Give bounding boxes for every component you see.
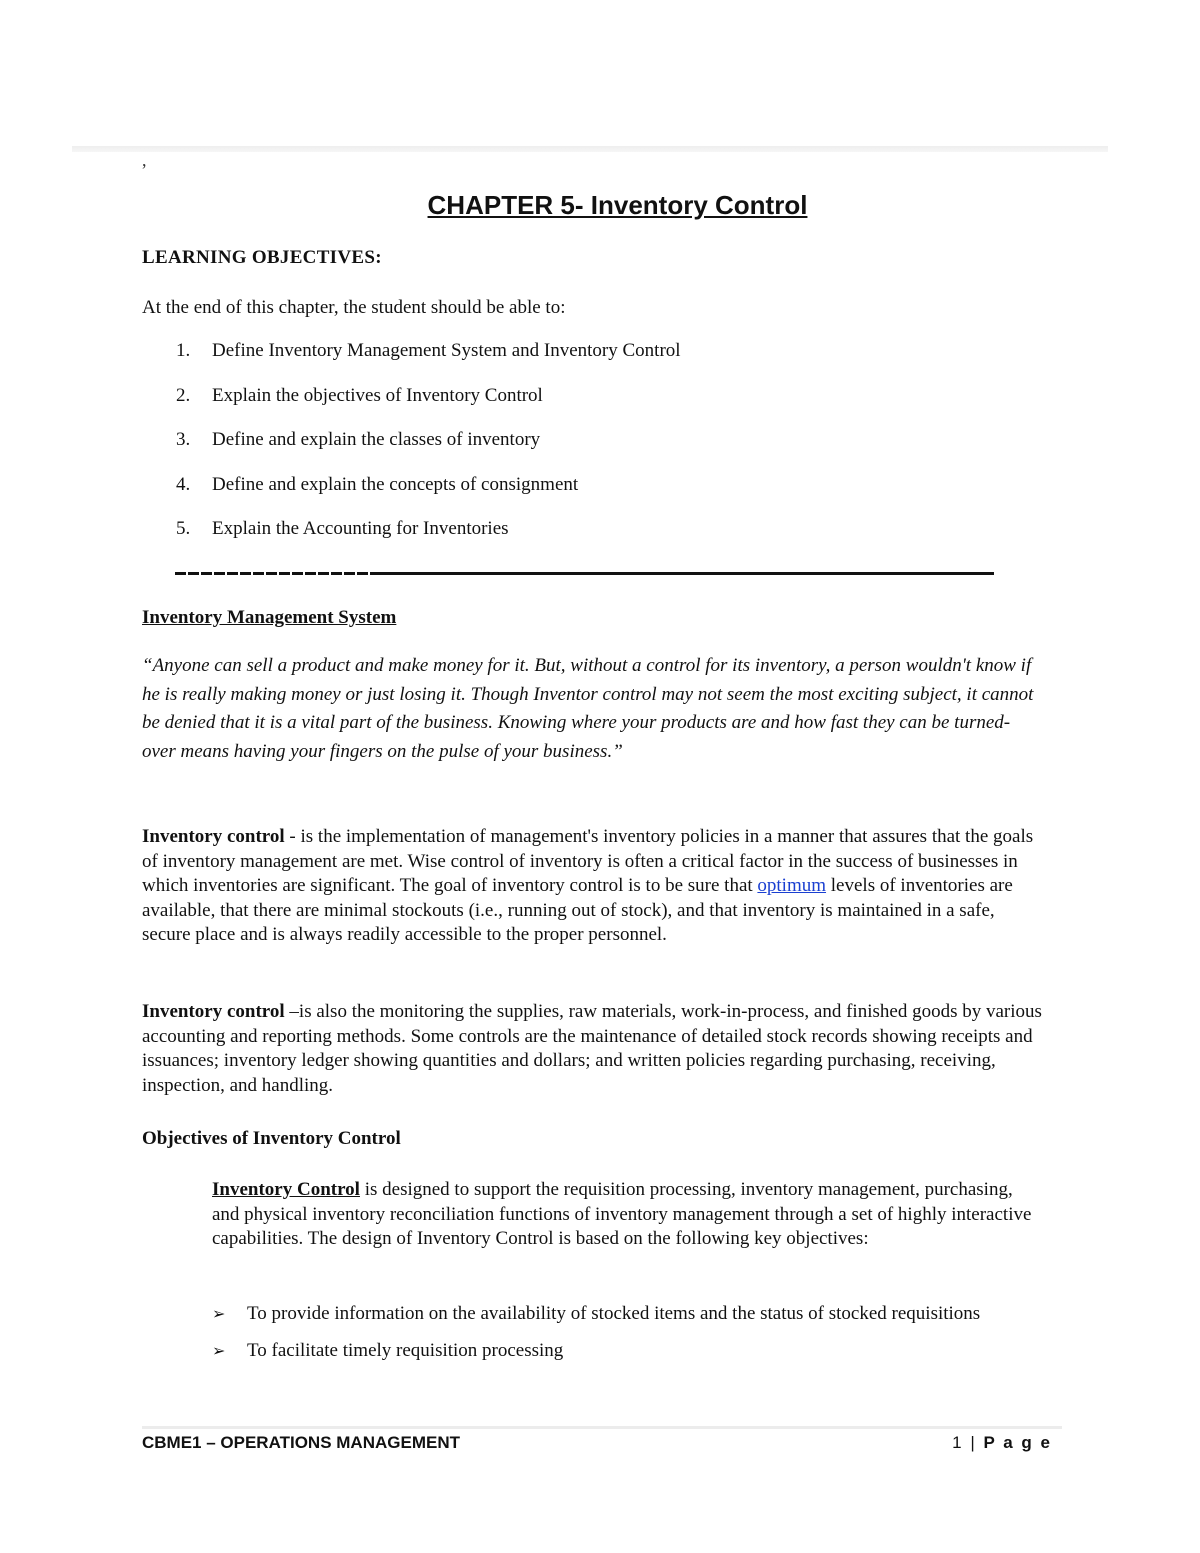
list-item-number: 5. bbox=[176, 518, 191, 539]
arrowhead-bullet-icon: ➢ bbox=[212, 1304, 226, 1323]
list-item-number: 4. bbox=[176, 473, 191, 495]
term: Inventory control bbox=[142, 826, 285, 847]
list-item-text: Define Inventory Management System and Inventory Control bbox=[212, 340, 681, 361]
inventory-control-monitoring bbox=[142, 1000, 1047, 1098]
learning-objectives-heading: LEARNING OBJECTIVES: bbox=[142, 247, 382, 268]
header-mark: , bbox=[142, 150, 147, 170]
list-item-number: 3. bbox=[176, 429, 191, 450]
learning-objectives-intro: At the end of this chapter, the student should be able to: bbox=[142, 297, 566, 318]
objectives-text: is designed to support the requisition processing, inventory management, purchasing, and physical inventory reconciliation functions of inventory management through a set of highly interactive capabilities. The design of Inventory Control is based on the following key objectives: bbox=[212, 1179, 1032, 1250]
objectives-bullets bbox=[212, 1302, 1042, 1375]
monitoring-text: –is also the monitoring the supplies, raw materials, work-in-process, and finished goods by various accounting and reporting methods. Some controls are the maintenance of detailed stock records showing receipts and issuances; inventory ledger showing quantities and dollars; and written policies regarding purchasing, receiving, inspection, and handling. bbox=[142, 1001, 1042, 1096]
page-label: P a g e bbox=[983, 1433, 1052, 1452]
term: Inventory control bbox=[142, 1001, 285, 1022]
list-item bbox=[212, 1302, 1042, 1327]
bullet-text: To facilitate timely requisition processing bbox=[247, 1339, 564, 1361]
ims-heading: Inventory Management System bbox=[142, 607, 397, 628]
page-number: 1 bbox=[952, 1433, 964, 1452]
objectives-heading: Objectives of Inventory Control bbox=[142, 1128, 401, 1149]
section-divider-dashed-start bbox=[175, 572, 380, 575]
objectives-lead: Inventory Control bbox=[212, 1179, 360, 1200]
inventory-control-definition bbox=[142, 825, 1047, 948]
optimum-link[interactable]: optimum bbox=[757, 875, 827, 897]
objectives-intro bbox=[212, 1178, 1042, 1252]
chapter-title: CHAPTER 5- Inventory Control bbox=[427, 190, 808, 220]
footer-page-number bbox=[952, 1433, 1052, 1453]
page-separator: | bbox=[970, 1433, 977, 1452]
definition-text-cont: levels of inventories are available, that there are minimal stockouts (i.e., running out of stock), and that inventory is maintained in a safe, secure place and is always readily accessible to the proper personnel. bbox=[142, 875, 1013, 946]
bullet-text: To provide information on the availability of stocked items and the status of stocked requisitions bbox=[247, 1303, 981, 1324]
definition-text: - is the implementation of management's inventory policies in a manner that assures that the goals of inventory management are met. Wise control of inventory is often a critical factor in the success of businesses in which inventories are significant. The goal of inventory control is to be sure that bbox=[142, 826, 1034, 897]
ims-quote: “Anyone can sell a product and make money for it. But, without a control for its inventory, a person wouldn't know if he is really making money or just losing it. Though Inventor control may not seem the most exciting subject, it cannot be denied that it is a vital part of the business. Knowing where your products are and how fast they can be turned-over means having your fingers on the pulse of your business.” bbox=[142, 655, 1034, 762]
footer-course-title: CBME1 – OPERATIONS MANAGEMENT bbox=[142, 1433, 460, 1452]
list-item-number: 1. bbox=[176, 340, 191, 361]
footer-rule bbox=[142, 1426, 1062, 1429]
arrowhead-bullet-icon: ➢ bbox=[212, 1340, 226, 1360]
list-item-text: Explain the objectives of Inventory Control bbox=[212, 384, 543, 406]
list-item-text: Define and explain the classes of inventory bbox=[212, 429, 541, 450]
list-item-number: 2. bbox=[176, 384, 191, 406]
list-item-text: Explain the Accounting for Inventories bbox=[212, 518, 509, 539]
list-item-text: Define and explain the concepts of consignment bbox=[212, 473, 579, 495]
header-rule bbox=[72, 146, 1108, 152]
list-item bbox=[212, 1339, 1042, 1364]
